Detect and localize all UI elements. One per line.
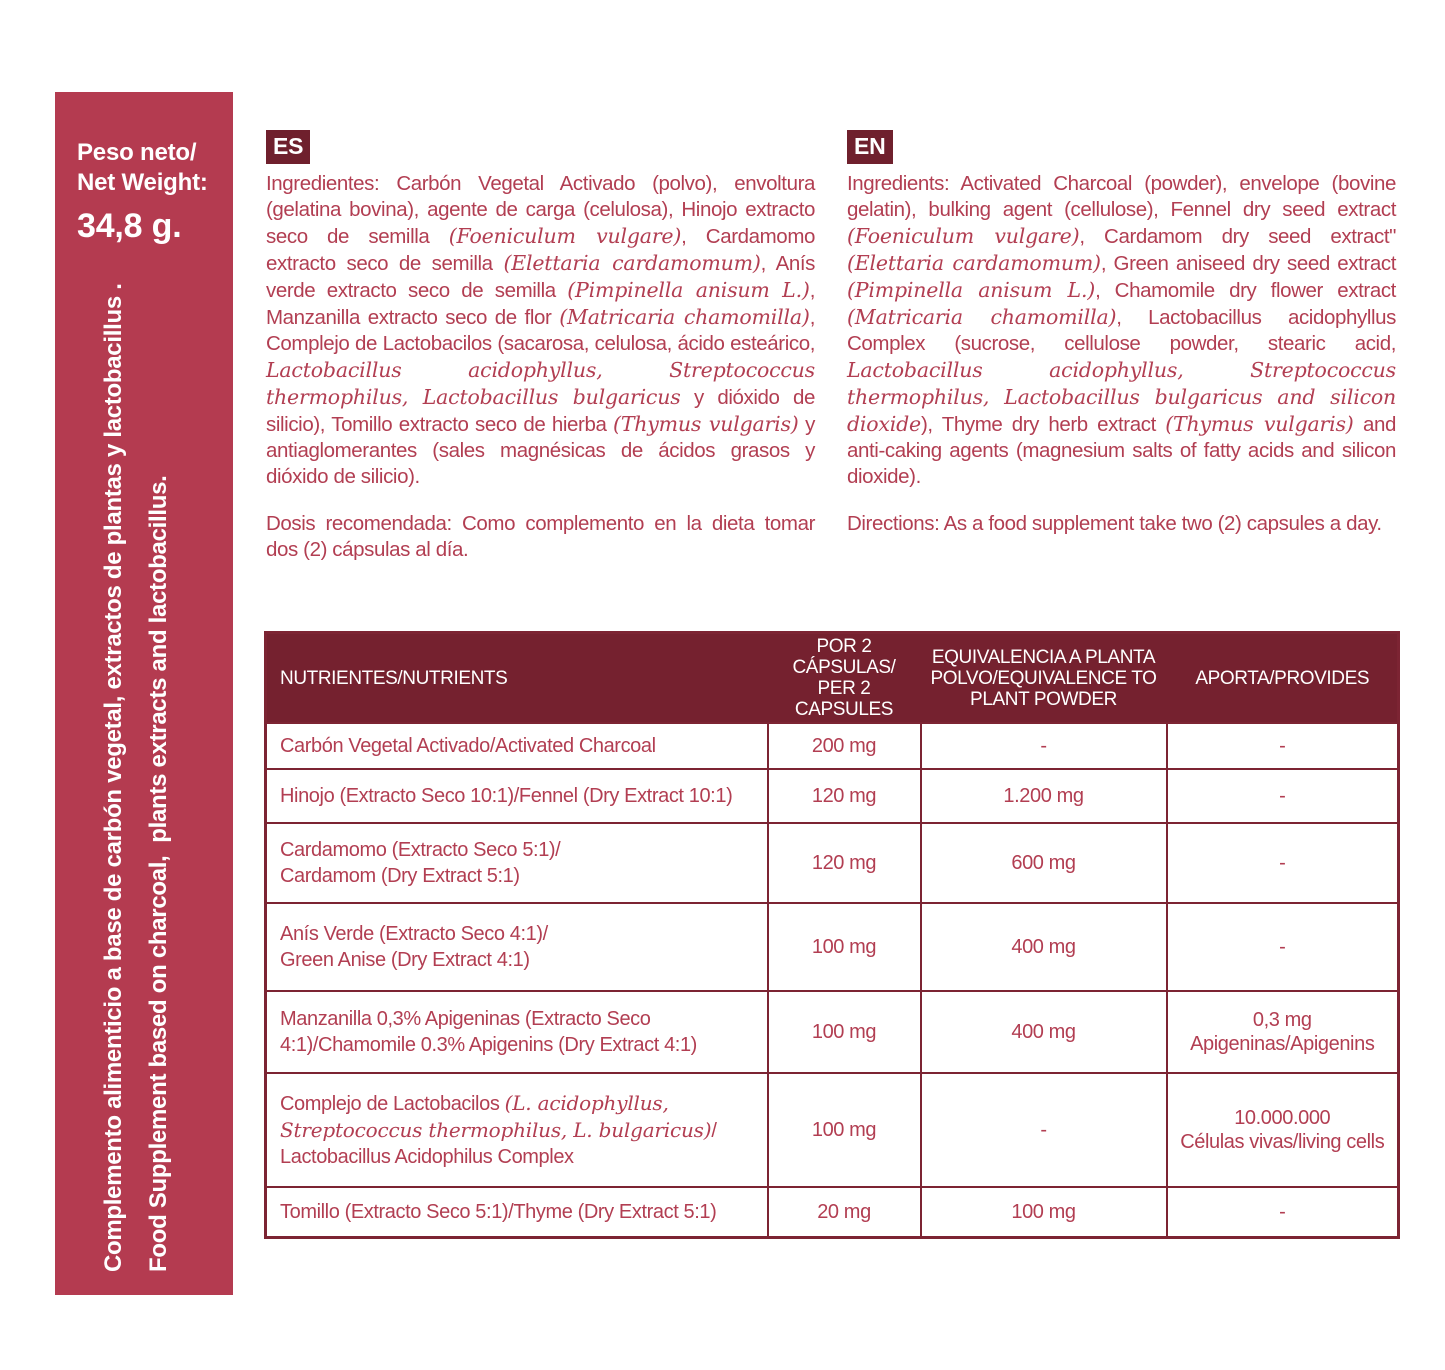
text-segment: Hinojo (Extracto Seco 10:1)/Fennel (Dry Extract 10:1) [280, 785, 733, 807]
equivalence-cell: 400 mg [921, 991, 1167, 1073]
per-2-capsules-cell: 100 mg [768, 1073, 921, 1187]
left-red-bar [55, 92, 233, 1295]
text-segment: and anti-caking agents (magnesium salts of fatty acids and silicon dioxide). [847, 413, 1396, 488]
dosage-paragraph-es [266, 511, 815, 563]
english-column [847, 130, 1396, 537]
text-segment: Cardamomo (Extracto Seco 5:1)/ [280, 839, 561, 861]
table-row [266, 1187, 1399, 1237]
nutrient-name-cell [266, 991, 768, 1073]
text-segment: / [711, 1120, 717, 1142]
text-segment: , Manzanilla extracto seco de flor [266, 279, 815, 329]
text-segment: Ingredients: Activated Charcoal (powder), envelope (bovine gelatin), bulking agent (cellulose), Fennel dry seed extract [847, 172, 1396, 221]
per-2-capsules-cell: 200 mg [768, 723, 921, 769]
provides-cell: 0,3 mg Apigeninas/Apigenins [1167, 991, 1399, 1073]
nutrient-name-cell [266, 769, 768, 823]
species-name-italic: (L. acidophyllus, [504, 1091, 669, 1115]
species-name-italic: (Pimpinella anisum L.) [847, 278, 1096, 302]
vertical-description-en: Food Supplement based on charcoal, plants extracts and lactobacillus. [145, 475, 172, 1272]
equivalence-cell: 400 mg [921, 903, 1167, 991]
table-row [266, 1073, 1399, 1187]
text-segment: y dióxido de silicio), Tomillo extracto seco de hierba [266, 386, 816, 436]
nutrients-table [264, 631, 1400, 1239]
species-name-italic: (Elettaria cardamomum) [503, 251, 761, 275]
provides-cell: - [1167, 1187, 1399, 1237]
text-segment: Anís Verde (Extracto Seco 4:1)/ [280, 923, 548, 945]
provides-cell: - [1167, 903, 1399, 991]
nutrient-name-cell [266, 1073, 768, 1187]
species-name-italic: (Foeniculum vulgare) [847, 224, 1080, 248]
species-name-italic: (Pimpinella anisum L.) [567, 278, 810, 302]
text-segment: Dosis recomendada: Como complemento en la dieta tomar dos (2) cápsulas al día. [266, 512, 815, 561]
species-name-italic: Lactobacillus acidophyllus, Streptococcus thermophilus, Lactobacillus bulgaricus and silicon dioxide [847, 358, 1396, 436]
language-badge-es: ES [266, 130, 310, 164]
header-provides: APORTA/PROVIDES [1167, 633, 1399, 724]
table-row [266, 903, 1399, 991]
language-badge-en: EN [847, 130, 893, 164]
net-weight-label-es: Peso neto/ [77, 139, 197, 166]
vertical-description-es: Complemento alimenticio a base de carbón vegetal, extractos de plantas y lactobacillus . [100, 283, 127, 1272]
directions-paragraph-en [847, 511, 1396, 537]
header-row [266, 633, 1399, 724]
species-name-italic: (Foeniculum vulgare) [448, 224, 682, 248]
ingredients-paragraph-en [847, 171, 1396, 490]
text-segment: Green Anise (Dry Extract 4:1) [280, 949, 530, 971]
text-segment: , Cardamomo extracto seco de semilla [266, 225, 815, 275]
text-segment: , Cardamom dry seed extract" [1079, 225, 1396, 248]
nutrient-name-cell [266, 1187, 768, 1237]
equivalence-cell: 1.200 mg [921, 769, 1167, 823]
per-2-capsules-cell: 20 mg [768, 1187, 921, 1237]
text-segment: Directions: As a food supplement take two (2) capsules a day. [847, 512, 1382, 535]
equivalence-cell: - [921, 723, 1167, 769]
header-per-2-capsules: POR 2 CÁPSULAS/ PER 2 CAPSULES [768, 633, 921, 724]
table-row [266, 991, 1399, 1073]
text-segment: , Anís verde extracto seco de semilla [266, 252, 815, 302]
table-row [266, 823, 1399, 903]
per-2-capsules-cell: 100 mg [768, 903, 921, 991]
net-weight-label-en: Net Weight: [77, 169, 208, 196]
text-segment: 4:1)/Chamomile 0.3% Apigenins (Dry Extract 4:1) [280, 1034, 697, 1056]
text-segment: Cardamom (Dry Extract 5:1) [280, 865, 520, 887]
provides-cell: 10.000.000 Células vivas/living cells [1167, 1073, 1399, 1187]
species-name-italic: Lactobacillus acidophyllus, Streptococcus thermophilus, Lactobacillus bulgaricus [266, 358, 815, 409]
header-nutrients: NUTRIENTES/NUTRIENTS [266, 633, 768, 724]
text-segment: Manzanilla 0,3% Apigeninas (Extracto Seco [280, 1008, 651, 1030]
text-segment: Lactobacillus Acidophilus Complex [280, 1146, 574, 1168]
nutrient-name-cell [266, 723, 768, 769]
net-weight-value: 34,8 g. [77, 207, 182, 245]
text-segment: , Complejo de Lactobacilos (sacarosa, celulosa, ácido esteárico, [266, 306, 815, 355]
nutrients-table-header [266, 633, 1399, 724]
text-segment: , Lactobacillus acidophyllus Complex (sucrose, cellulose powder, stearic acid, [847, 306, 1396, 355]
species-name-italic: (Thymus vulgaris) [1165, 412, 1354, 436]
nutrient-name-cell [266, 903, 768, 991]
equivalence-cell: 100 mg [921, 1187, 1167, 1237]
text-segment: ), Thyme dry herb extract [921, 413, 1166, 436]
table-row [266, 723, 1399, 769]
text-segment: Tomillo (Extracto Seco 5:1)/Thyme (Dry Extract 5:1) [280, 1200, 717, 1223]
header-equivalence: EQUIVALENCIA A PLANTA POLVO/EQUIVALENCE TO PLANT POWDER [921, 633, 1167, 724]
per-2-capsules-cell: 120 mg [768, 823, 921, 903]
per-2-capsules-cell: 100 mg [768, 991, 921, 1073]
provides-cell: - [1167, 723, 1399, 769]
provides-cell: - [1167, 769, 1399, 823]
nutrients-tbody [266, 723, 1399, 1237]
provides-cell: - [1167, 823, 1399, 903]
species-name-italic: (Thymus vulgaris) [613, 412, 799, 436]
text-segment: , Chamomile dry flower extract [1095, 279, 1396, 302]
species-name-italic: (Matricaria chamomilla) [847, 305, 1117, 329]
table-row [266, 769, 1399, 823]
text-segment: Carbón Vegetal Activado/Activated Charcoal [280, 735, 656, 757]
net-weight-block [77, 138, 208, 246]
per-2-capsules-cell: 120 mg [768, 769, 921, 823]
text-segment: , Green aniseed dry seed extract [1100, 252, 1396, 275]
equivalence-cell: 600 mg [921, 823, 1167, 903]
nutrient-name-cell [266, 823, 768, 903]
ingredients-paragraph-es [266, 171, 815, 490]
species-name-italic: (Elettaria cardamomum) [847, 251, 1101, 275]
equivalence-cell: - [921, 1073, 1167, 1187]
species-name-italic: (Matricaria chamomilla) [559, 305, 810, 329]
text-segment: y antiaglomerantes (sales magnésicas de ácidos grasos y dióxido de silicio). [266, 413, 816, 488]
species-name-italic: Streptococcus thermophilus, L. bulgaricus) [280, 1118, 712, 1142]
text-segment: Ingredientes: Carbón Vegetal Activado (polvo), envoltura (gelatina bovina), agente de carga (celulosa), Hinojo extracto seco de semilla [266, 172, 815, 248]
spanish-column [266, 130, 815, 563]
text-segment: Complejo de Lactobacilos [280, 1093, 505, 1115]
